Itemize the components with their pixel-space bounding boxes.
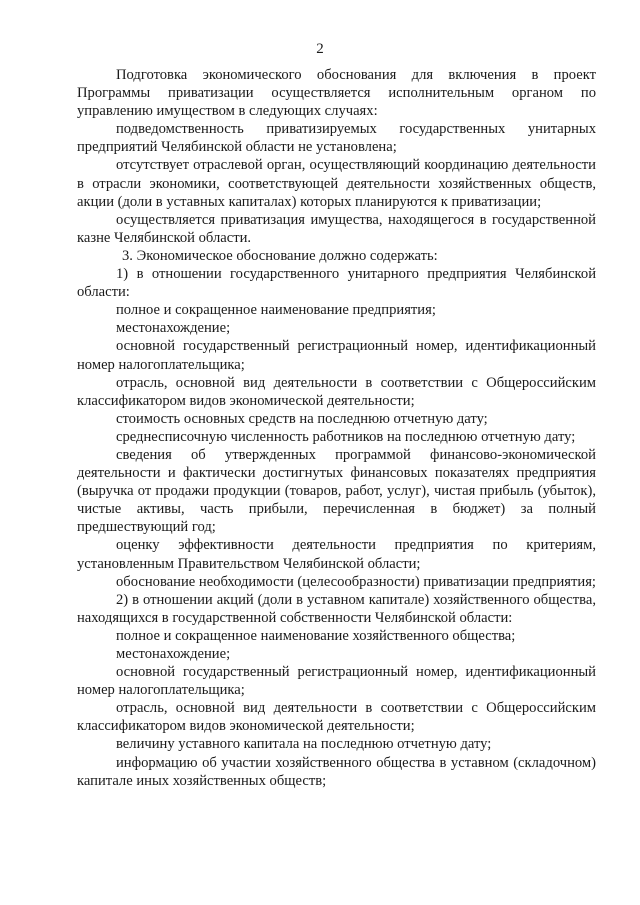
paragraph: отрасль, основной вид деятельности в соответствии с Общероссийским классификатором видов экономической деятельности;	[77, 700, 596, 735]
paragraph: местонахождение;	[116, 320, 231, 337]
paragraph: сведения об утвержденных программой финансово-экономической деятельности и фактически достигнутых финансовых показателях предприятия (выручка от продажи продукции (товаров, работ, услуг), чистая прибыль (убыток), чистые активы, часть прибыли, перечисленная в бюджет) за полный предшествующий год;	[77, 446, 596, 536]
paragraph: подведомственность приватизируемых государственных унитарных предприятий Челябинской области не установлена;	[77, 121, 596, 156]
paragraph: среднесписочную численность работников на последнюю отчетную дату;	[116, 428, 576, 445]
paragraph: оценку эффективности деятельности предприятия по критериям, установленным Правительством Челябинской области;	[77, 537, 596, 572]
paragraph: осуществляется приватизация имущества, находящегося в государственной казне Челябинской области.	[77, 211, 596, 246]
section-heading: 3. Экономическое обоснование должно содержать:	[122, 247, 438, 264]
paragraph: основной государственный регистрационный номер, идентификационный номер налогоплательщика;	[77, 664, 596, 699]
paragraph: Подготовка экономического обоснования для включения в проект Программы приватизации осуществляется исполнительным органом по управлению имуществом в следующих случаях:	[77, 67, 596, 120]
paragraph: полное и сокращенное наименование предприятия;	[116, 302, 436, 319]
paragraph: отсутствует отраслевой орган, осуществляющий координацию деятельности в отрасли экономики, соответствующей деятельности хозяйственных обществ, акции (доли в уставных капиталах) которых планируются к приватизации;	[77, 157, 596, 210]
paragraph: стоимость основных средств на последнюю отчетную дату;	[116, 410, 488, 427]
paragraph: величину уставного капитала на последнюю отчетную дату;	[116, 736, 492, 753]
page-number: 2	[316, 41, 324, 57]
paragraph: обоснование необходимости (целесообразности) приватизации предприятия;	[116, 573, 596, 590]
paragraph: 2) в отношении акций (доли в уставном капитале) хозяйственного общества, находящихся в государственной собственности Челябинской области:	[77, 591, 596, 626]
paragraph: местонахождение;	[116, 646, 231, 662]
paragraph: полное и сокращенное наименование хозяйственного общества;	[116, 627, 516, 644]
paragraph: информацию об участии хозяйственного общества в уставном (складочном) капитале иных хозяйственных обществ;	[77, 754, 596, 789]
paragraph: отрасль, основной вид деятельности в соответствии с Общероссийским классификатором видов экономической деятельности;	[77, 374, 596, 409]
document-body	[77, 66, 596, 790]
paragraph: основной государственный регистрационный номер, идентификационный номер налогоплательщика;	[77, 338, 596, 373]
paragraph: 1) в отношении государственного унитарного предприятия Челябинской области:	[77, 266, 596, 301]
